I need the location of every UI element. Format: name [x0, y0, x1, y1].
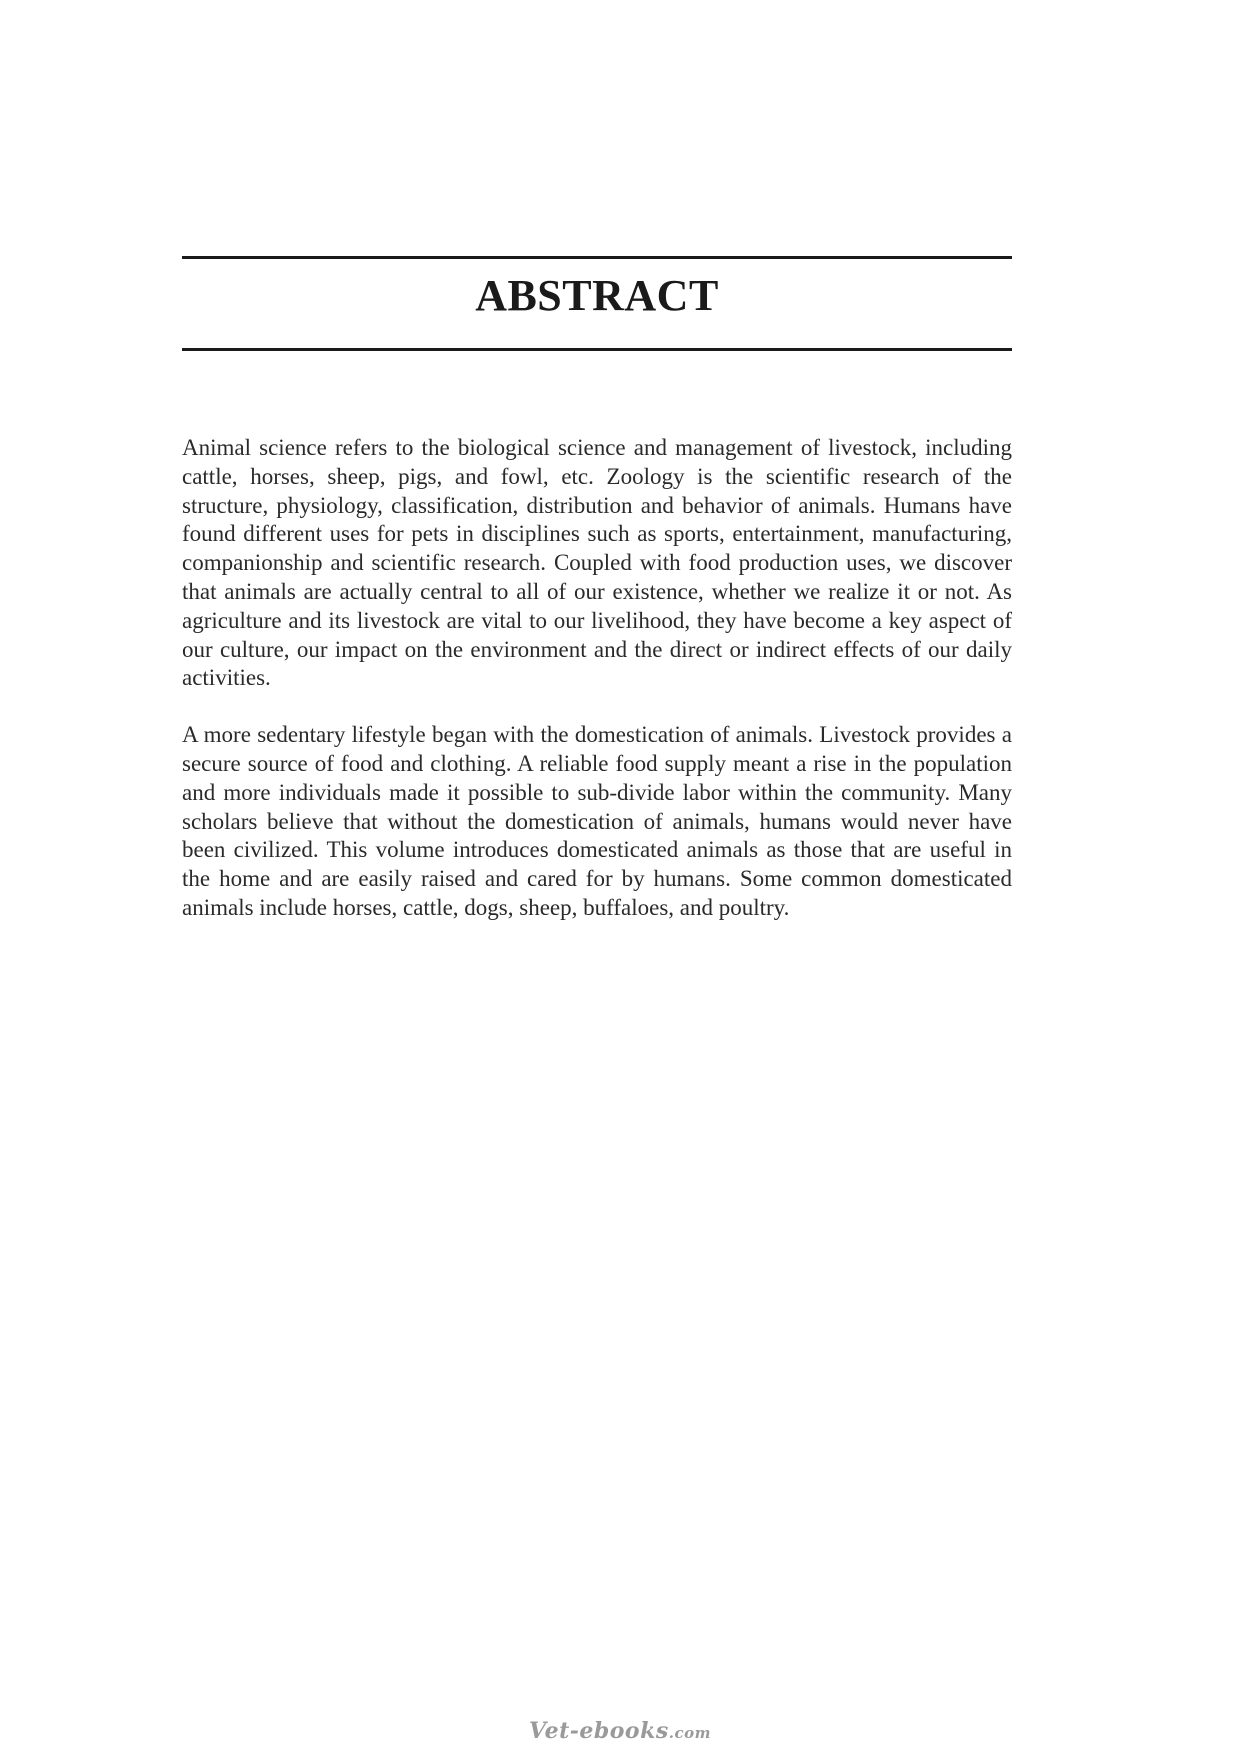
top-rule — [182, 256, 1012, 259]
logo-text: Vet-ebooks — [529, 1718, 669, 1744]
vet-ebooks-logo — [0, 1718, 1240, 1744]
paragraph: A more sedentary lifestyle began with the domestication of animals. Livestock provides a secure source of food and clothing. A reliable food supply meant a rise in the population and more individuals made it possible to sub-divide labor within the community. Many scholars believe that without the domestication of animals, humans would never have been civilized. This volume introduces domesticated animals as those that are useful in the home and are easily raised and cared for by humans. Some common domesticated animals include horses, cattle, dogs, sheep, buffaloes, and poultry. — [182, 722, 1012, 920]
paragraph: Animal science refers to the biological science and management of livestock, including cattle, horses, sheep, pigs, and fowl, etc. Zoology is the scientific research of the structure, physiology, classification, distribution and behavior of animals. Humans have found different uses for pets in disciplines such as sports, entertainment, manufacturing, companionship and scientific research. Coupled with food production uses, we discover that animals are actually central to all of our existence, whether we realize it or not. As agriculture and its livestock are vital to our livelihood, they have become a key aspect of our culture, our impact on the environment and the direct or indirect effects of our daily activities. — [182, 435, 1012, 691]
abstract-body — [182, 434, 1012, 923]
page-title: ABSTRACT — [475, 271, 719, 320]
bottom-rule — [182, 348, 1012, 351]
logo-suffix: .com — [668, 1724, 711, 1742]
